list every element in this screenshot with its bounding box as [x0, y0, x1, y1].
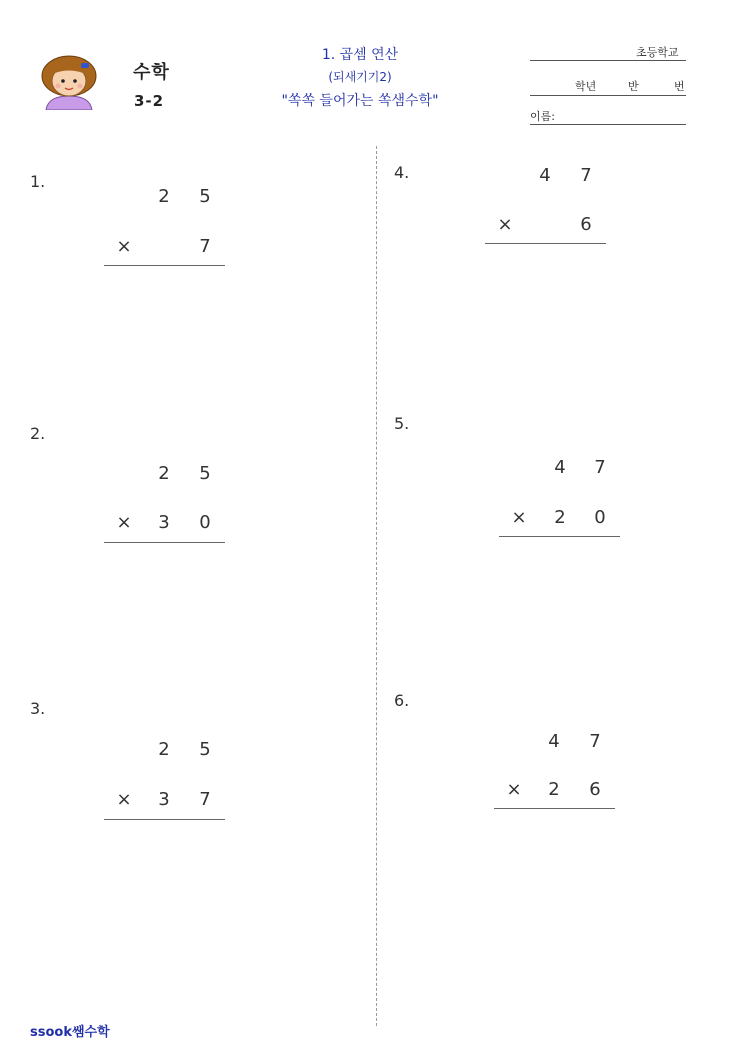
multiplicand-ones: 5 — [199, 186, 211, 207]
multiplier-ones: 6 — [580, 214, 592, 235]
problem-number: 6. — [394, 691, 410, 710]
class-label: 반 — [628, 80, 639, 93]
name-blank — [530, 124, 686, 125]
number-label: 번 — [674, 80, 685, 93]
multiplicand-ones: 5 — [199, 739, 211, 760]
operator-sign: × — [116, 789, 132, 810]
multiplicand-tens: 4 — [548, 731, 560, 752]
multiplier-tens: 3 — [158, 512, 170, 533]
column-divider — [376, 146, 377, 1026]
worksheet-title — [270, 44, 450, 114]
answer-line — [104, 265, 225, 266]
school-blank — [530, 60, 686, 61]
multiplicand-ones: 5 — [199, 463, 211, 484]
title-line-3: "쏙쏙 들어가는 쏙샘수학" — [281, 93, 439, 109]
multiplier-ones: 0 — [199, 512, 211, 533]
multiplicand-ones: 7 — [580, 165, 592, 186]
multiplicand-tens: 4 — [539, 165, 551, 186]
multiplier-tens: 2 — [554, 507, 566, 528]
operator-sign: × — [116, 236, 132, 257]
multiplier-ones: 0 — [594, 507, 606, 528]
multiplicand-tens: 2 — [158, 186, 170, 207]
girl-avatar-icon — [36, 54, 102, 110]
title-line-1: 1. 곱셈 연산 — [321, 47, 399, 63]
answer-line — [494, 808, 615, 809]
operator-sign: × — [511, 507, 527, 528]
multiplicand-tens: 2 — [158, 739, 170, 760]
multiplier-ones: 6 — [589, 779, 601, 800]
answer-line — [104, 542, 225, 543]
problem-number: 1. — [30, 172, 46, 191]
title-line-2: (되새기기2) — [328, 70, 392, 84]
problem-number: 3. — [30, 699, 46, 718]
operator-sign: × — [116, 512, 132, 533]
answer-line — [499, 536, 620, 537]
multiplier-tens: 2 — [548, 779, 560, 800]
multiplier-tens: 3 — [158, 789, 170, 810]
multiplicand-tens: 2 — [158, 463, 170, 484]
subject-title: 수학 — [133, 62, 170, 83]
problem-number: 4. — [394, 163, 410, 182]
multiplier-ones: 7 — [199, 789, 211, 810]
name-label: 이름: — [530, 110, 555, 123]
multiplicand-tens: 4 — [554, 457, 566, 478]
operator-sign: × — [506, 779, 522, 800]
problem-number: 5. — [394, 414, 410, 433]
grade-level: 3-2 — [134, 92, 165, 110]
operator-sign: × — [497, 214, 513, 235]
problem-number: 2. — [30, 424, 46, 443]
answer-line — [485, 243, 606, 244]
school-label: 초등학교 — [636, 46, 679, 59]
avatar — [36, 54, 102, 110]
multiplier-ones: 7 — [199, 236, 211, 257]
multiplicand-ones: 7 — [594, 457, 606, 478]
class-blank — [530, 95, 686, 96]
footer-brand: ssook쌤수학 — [30, 1025, 110, 1040]
multiplicand-ones: 7 — [589, 731, 601, 752]
grade-label: 학년 — [575, 80, 597, 93]
answer-line — [104, 819, 225, 820]
